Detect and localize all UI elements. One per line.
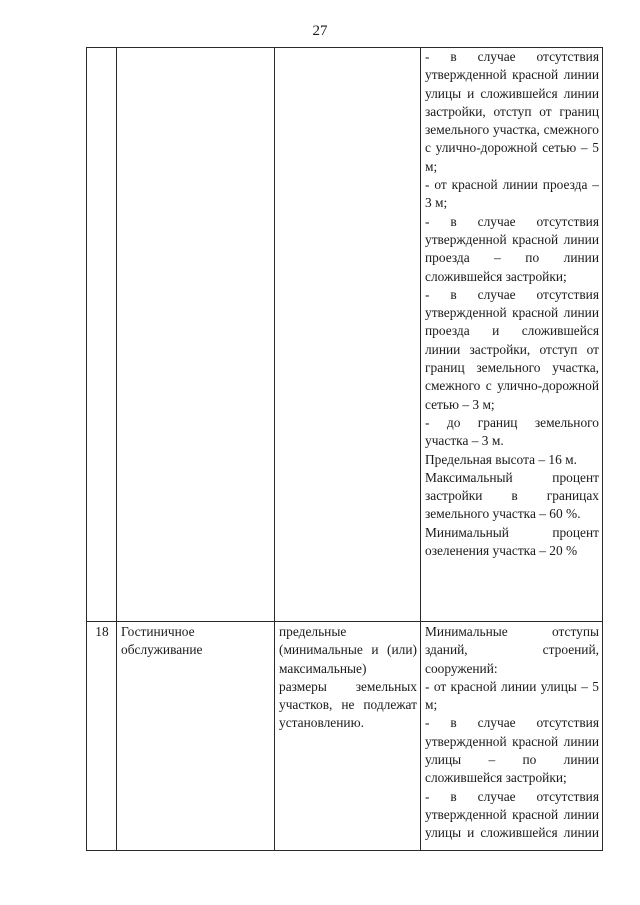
parameter-line: - в случае отсутствия утвержденной красной линии улицы – по линии сложившейся застройки; <box>425 715 599 786</box>
parameter-line: Минимальный процент озеленения участка – 20 % <box>425 524 599 559</box>
parameter-line: - в случае отсутствия утвержденной красной линии проезда и сложившейся линии застройки, отступ от границ земельного участка, смежного с улично-дорожной сетью – 3 м; <box>425 286 599 412</box>
parameter-line: Предельная высота – 16 м. <box>425 451 577 467</box>
parameter-line: - от красной линии проезда – 3 м; <box>425 177 599 211</box>
zoning-table <box>86 47 603 851</box>
plot-size-cell <box>275 48 421 622</box>
parameter-line: Максимальный процент застройки в границах земельного участка – 60 %. <box>425 469 599 522</box>
table-row <box>87 48 603 622</box>
parameter-line: - в случае отсутствия утвержденной красной линии проезда – по линии сложившейся застройки; <box>425 213 599 284</box>
row-number-cell: 18 <box>87 622 117 851</box>
parameters-cell <box>421 622 603 851</box>
parameter-line: Минимальные отступы зданий, строений, сооружений: <box>425 624 599 676</box>
parameter-line: - в случае отсутствия утвержденной красной линии улицы и сложившейся линии застройки, отступ от границ земельного участка, смежного с улично-дорожной сетью – 5 м; <box>425 49 599 174</box>
parameter-line: - от красной линии улицы – 5 м; <box>425 678 599 713</box>
permitted-use-cell: Гостиничное обслуживание <box>117 622 275 851</box>
parameter-line: - до границ земельного участка – 3 м. <box>425 414 599 449</box>
permitted-use-cell <box>117 48 275 622</box>
table-row <box>87 622 603 851</box>
page-number: 27 <box>312 23 328 39</box>
parameter-line: - в случае отсутствия утвержденной красной линии улицы и сложившейся линии <box>425 788 599 841</box>
plot-size-cell <box>275 622 421 851</box>
parameters-cell <box>421 48 603 622</box>
plot-size-text: предельные (минимальные и (или) максимальные) размеры земельных участков, не подлежат установлению. <box>279 624 417 731</box>
row-number-cell <box>87 48 117 622</box>
